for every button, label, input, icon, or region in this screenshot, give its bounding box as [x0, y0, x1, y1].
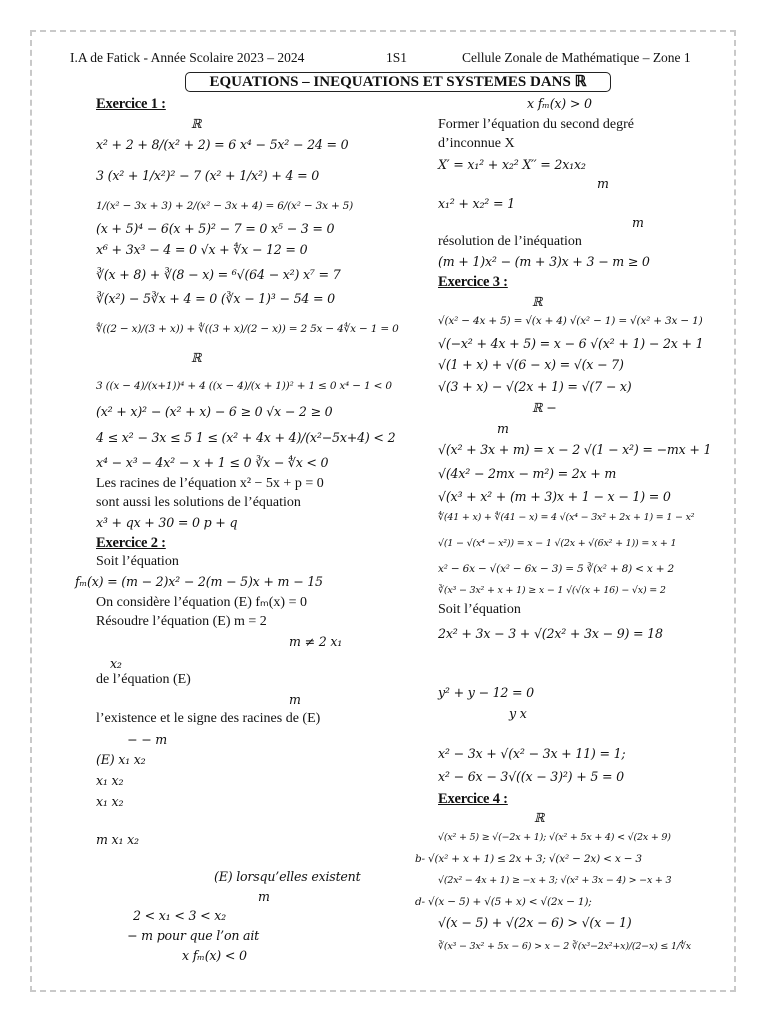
inequation-line: 3 ((x − 4)/(x+1))⁴ + 4 ((x − 4)/(x + 1))² + 1 ≤ 0 x⁴ − 1 < 0 — [96, 380, 392, 392]
exercise-1-heading: Exercice 1 : — [96, 96, 166, 112]
math-fragment: m — [289, 692, 301, 707]
inequation-line: x⁴ − x³ − 4x² − x + 1 ≤ 0 ∛x − ∜x < 0 — [96, 455, 329, 470]
equation-line: x³ + qx + 30 = 0 p + q — [96, 515, 238, 530]
exercise-2-heading: Exercice 2 : — [96, 535, 166, 551]
equation-line: x² − 3x + √(x² − 3x + 11) = 1; — [438, 746, 626, 761]
equation-line: 1/(x² − 3x + 3) + 2/(x² − 3x + 4) = 6/(x² − 3x + 5) — [96, 200, 354, 212]
set-symbol: ℝ — [191, 350, 202, 365]
set-symbol: ℝ — [191, 116, 202, 131]
inequation-line: b- √(x² + x + 1) ≤ 2x + 3; √(x² − 2x) < x − 3 — [415, 853, 642, 865]
equation-line: (x + 5)⁴ − 6(x + 5)² − 7 = 0 x⁵ − 3 = 0 — [96, 221, 335, 236]
equation-line: ∛(x + 8) + ∛(8 − x) = ⁶√(64 − x²) x⁷ = 7 — [96, 267, 341, 282]
inequation-line: √(x² + 5) ≥ √(−2x + 1); √(x² + 5x + 4) < √(2x + 9) — [438, 832, 671, 843]
exercise-3-heading: Exercice 3 : — [438, 274, 508, 290]
equation-line: x⁶ + 3x³ − 4 = 0 √x + ∜x − 12 = 0 — [96, 242, 308, 257]
equation-line: ∜(41 + x) + ∜(41 − x) = 4 √(x⁴ − 3x² + 2x + 1) = 1 − x² — [438, 512, 695, 523]
math-fragment: m — [258, 889, 270, 904]
math-fragment: − − m — [127, 732, 168, 747]
exercise-4-heading: Exercice 4 : — [438, 791, 508, 807]
inequation-line: (x² + x)² − (x² + x) − 6 ≥ 0 √x − 2 ≥ 0 — [96, 404, 333, 419]
equation-line: 2x² + 3x − 3 + √(2x² + 3x − 9) = 18 — [438, 626, 663, 641]
text-line: Soit l’équation — [438, 602, 521, 617]
math-fragment: m x₁ x₂ — [96, 832, 139, 847]
math-fragment: x₁ x₂ — [96, 773, 124, 788]
page-header — [70, 50, 700, 70]
text-line: résolution de l’inéquation — [438, 234, 582, 249]
header-class: 1S1 — [386, 50, 408, 65]
text-line: d’inconnue X — [438, 136, 515, 151]
math-fragment: 2 < x₁ < 3 < x₂ — [133, 908, 227, 923]
math-fragment: (E) x₁ x₂ — [96, 752, 146, 767]
inequation-line: √(2x² − 4x + 1) ≥ −x + 3; √(x² + 3x − 4) > −x + 3 — [438, 875, 672, 886]
equation-line: √(x² − 4x + 5) = √(x + 4) √(x² − 1) = √(x² + 3x − 1) — [438, 315, 703, 327]
math-fragment: m — [497, 421, 509, 436]
inequation-line: d- √(x − 5) + √(5 + x) < √(2x − 1); — [415, 896, 592, 908]
document-title: EQUATIONS – INEQUATIONS ET SYSTEMES DANS ℝ — [185, 72, 611, 92]
header-cell: Cellule Zonale de Mathématique – Zone 1 — [462, 50, 691, 65]
equation-line: ∜((2 − x)/(3 + x)) + ∜((3 + x)/(2 − x)) = 2 5x − 4∜x − 1 = 0 — [96, 323, 399, 335]
inequation-line: 4 ≤ x² − 3x ≤ 5 1 ≤ (x² + 4x + 4)/(x²−5x+4) < 2 — [96, 430, 396, 445]
header-school-year: I.A de Fatick - Année Scolaire 2023 – 2024 — [70, 50, 305, 65]
equation-line: ∛(x³ − 3x² + x + 1) ≥ x − 1 √(√(x + 16) − √x) = 2 — [438, 585, 666, 596]
equation-line: X′ = x₁² + x₂² X′′ = 2x₁x₂ — [438, 157, 586, 172]
math-fragment: x₁ x₂ — [96, 794, 124, 809]
equation-line: x₁² + x₂² = 1 — [438, 196, 515, 211]
text-line: sont aussi les solutions de l’équation — [96, 495, 301, 510]
math-fragment: x fₘ(x) < 0 — [182, 948, 247, 963]
text-line: l’existence et le signe des racines de (E) — [96, 711, 321, 726]
text-line: Former l’équation du second degré — [438, 117, 634, 132]
function-definition: fₘ(x) = (m − 2)x² − 2(m − 5)x + m − 15 — [75, 574, 323, 589]
equation-line: ∛(x²) − 5∛x + 4 = 0 (∛x − 1)³ − 54 = 0 — [96, 291, 335, 306]
equation-line: √(1 + x) + √(6 − x) = √(x − 7) — [438, 357, 624, 372]
math-fragment: m — [632, 215, 644, 230]
set-symbol: ℝ — [534, 810, 545, 825]
inequation-line: √(x − 5) + √(2x − 6) > √(x − 1) — [438, 915, 632, 930]
equation-line: y² + y − 12 = 0 — [438, 685, 534, 700]
equation-line: √(−x² + 4x + 5) = x − 6 √(x² + 1) − 2x + 1 — [438, 336, 704, 351]
equation-line: x² + 2 + 8/(x² + 2) = 6 x⁴ − 5x² − 24 = 0 — [96, 137, 349, 152]
math-fragment: x₂ — [110, 656, 122, 671]
text-line: Soit l’équation — [96, 554, 179, 569]
math-fragment: m — [597, 176, 609, 191]
text-line: (E) lorsqu’elles existent — [214, 869, 361, 884]
equation-line: x² − 6x − √(x² − 6x − 3) = 5 ∛(x² + 8) < x + 2 — [438, 563, 674, 575]
equation-line: 3 (x² + 1/x²)² − 7 (x² + 1/x²) + 4 = 0 — [96, 168, 320, 183]
set-symbol: ℝ — [532, 294, 543, 309]
text-line: On considère l’équation (E) fₘ(x) = 0 — [96, 595, 307, 610]
text-line: de l’équation (E) — [96, 672, 191, 687]
math-fragment: − m pour que l’on ait — [127, 928, 260, 943]
equation-line: √(x³ + x² + (m + 3)x + 1 − x − 1) = 0 — [438, 489, 671, 504]
equation-line: √(1 − √(x⁴ − x²)) = x − 1 √(2x + √(6x² + 1)) = x + 1 — [438, 538, 677, 549]
equation-line: x² − 6x − 3√((x − 3)²) + 5 = 0 — [438, 769, 624, 784]
text-line: Résoudre l’équation (E) m = 2 — [96, 614, 267, 629]
math-fragment: m ≠ 2 x₁ — [289, 634, 343, 649]
text-line: Les racines de l’équation x² − 5x + p = 0 — [96, 476, 324, 491]
inequation-line: (m + 1)x² − (m + 3)x + 3 − m ≥ 0 — [438, 254, 650, 269]
equation-line: √(4x² − 2mx − m²) = 2x + m — [438, 466, 617, 481]
equation-line: √(x² + 3x + m) = x − 2 √(1 − x²) = −mx + 1 — [438, 442, 712, 457]
math-fragment: x fₘ(x) > 0 — [527, 96, 592, 111]
equation-line: √(3 + x) − √(2x + 1) = √(7 − x) — [438, 379, 632, 394]
math-fragment: y x — [509, 706, 527, 721]
inequation-line: ∛(x³ − 3x² + 5x − 6) > x − 2 ∛(x³−2x²+x)/(2−x) ≤ 1/∜x — [438, 941, 691, 952]
set-symbol: ℝ − — [532, 400, 557, 415]
